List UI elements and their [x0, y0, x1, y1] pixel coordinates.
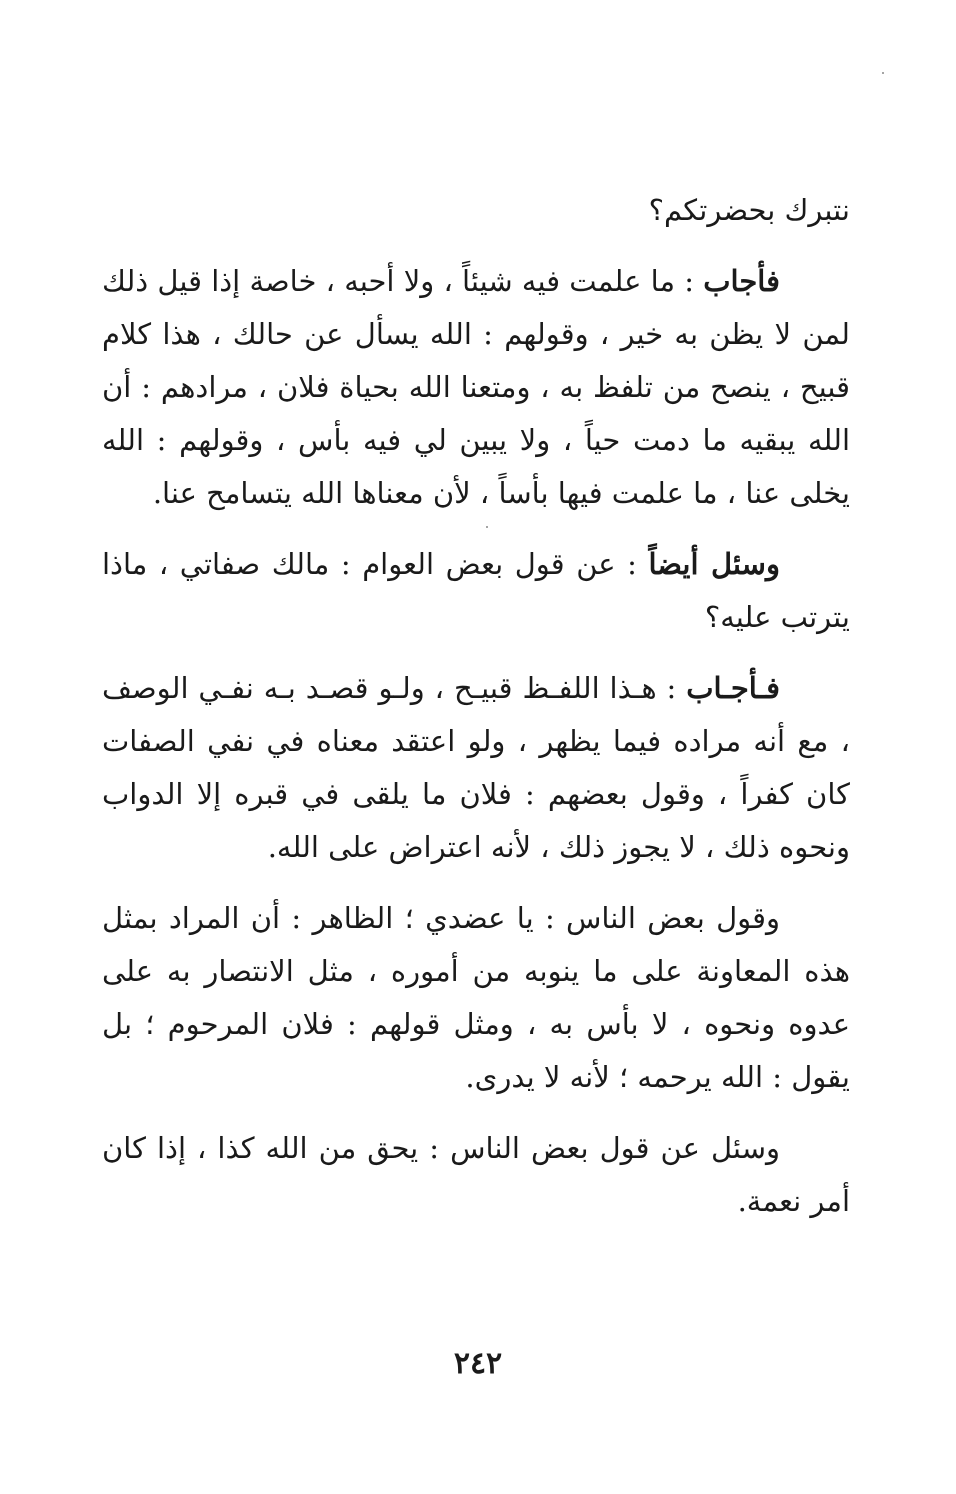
paragraph-text: وسئل عن قول بعض الناس : يحق من الله كذا ، إذا كان أمر نعمة.	[102, 1131, 850, 1218]
scan-speck	[882, 72, 884, 74]
paragraph-text: : عن قول بعض العوام : مالك صفاتي ، ماذا يترتب عليه؟	[102, 547, 850, 634]
paragraph-statement	[102, 892, 850, 1104]
paragraph-text: : ما علمت فيه شيئاً ، ولا أحبه ، خاصة إذا قيل ذلك لمن لا يظن به خير ، وقولهم : الله يسأل عن حالك ، هذا كلام قبيح ، ينصح من تلفظ به ، ومتعنا الله بحياة فلان ، مرادهم : أن الله يبقيه ما دمت حياً ، ولا يبين لي فيه بأس ، وقولهم : الله يخلى عنا ، ما علمت فيها بأساً ، لأن معناها الله يتسامح عنا.	[102, 264, 850, 510]
paragraph-answer-2	[102, 662, 850, 874]
paragraph-question-3	[102, 1122, 850, 1228]
paragraph-continuation	[102, 184, 850, 237]
page-body	[102, 184, 850, 1246]
paragraph-text: نتبرك بحضرتكم؟	[648, 193, 850, 227]
paragraph-lead: وسئل أيضاً	[648, 547, 780, 581]
paragraph-text: : هـذا اللفـظ قبيـح ، ولـو قصـد بـه نفـي الوصف ، مع أنه مراده فيما يظهر ، ولو اعتقد معناه في نفي الصفات كان كفراً ، وقول بعضهم : فلان ما يلقى في قبره إلا الدواب ونحوه ذلك ، لا يجوز ذلك ، لأنه اعتراض على الله.	[102, 671, 850, 864]
paragraph-text: وقول بعض الناس : يا عضدي ؛ الظاهر : أن المراد بمثل هذه المعاونة على ما ينوبه من أموره ، مثل الانتصار به على عدوه ونحوه ، لا بأس به ، ومثل قولهم : فلان المرحوم ؛ بل يقول : الله يرحمه ؛ لأنه لا يدرى.	[102, 901, 850, 1094]
paragraph-answer-1	[102, 255, 850, 520]
paragraph-lead: فأجاب	[703, 264, 780, 298]
paragraph-question-2	[102, 538, 850, 644]
paragraph-lead: فـأجـاب	[686, 671, 780, 705]
page-number: ٢٤٢	[453, 1346, 503, 1381]
